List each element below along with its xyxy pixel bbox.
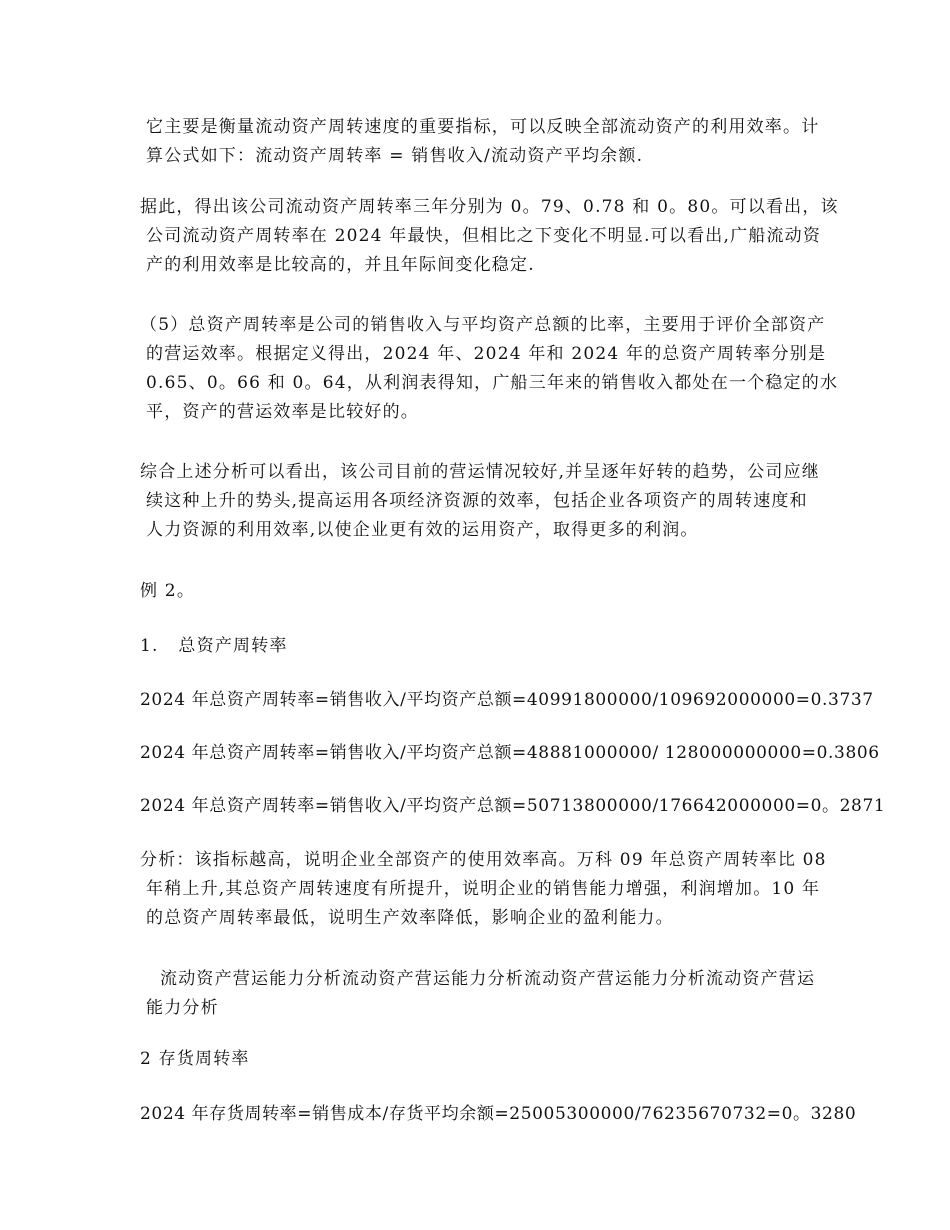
text-line: 例 2。 xyxy=(140,581,196,601)
heading-total-asset-turnover xyxy=(140,632,840,661)
text-line: 产的利用效率是比较高的，并且年际间变化稳定. xyxy=(146,255,535,275)
text-line: 公司流动资产周转率在 2024 年最快，但相比之下变化不明显.可以看出,广船流动资 xyxy=(146,226,822,246)
heading-inventory-turnover xyxy=(140,1045,840,1074)
paragraph-summary xyxy=(140,458,840,545)
text-line: 能力分析 xyxy=(146,998,219,1018)
paragraph-analysis xyxy=(140,846,840,933)
text-line: 分析：该指标越高，说明企业全部资产的使用效率高。万科 09 年总资产周转率比 08 xyxy=(140,850,827,870)
text-line: 续这种上升的势头,提高运用各项经济资源的效率，包括企业各项资产的周转速度和 xyxy=(146,491,808,511)
text-line: 的营运效率。根据定义得出，2024 年、2024 年和 2024 年的总资产周转率分别是 xyxy=(146,344,827,364)
formula-inventory xyxy=(140,1100,857,1129)
text-line: 人力资源的利用效率,以使企业更有效的运用资产，取得更多的利润。 xyxy=(146,520,699,540)
text-line: 据此，得出该公司流动资产周转率三年分别为 0。79、0.78 和 0。80。可以看出，该 xyxy=(140,197,839,217)
text-line: 年稍上升,其总资产周转速度有所提升，说明企业的销售能力增强，利润增加。10 年 xyxy=(146,879,821,899)
paragraph-total-asset-turnover-note xyxy=(140,311,840,427)
text-line: 2024 年总资产周转率=销售收入/平均资产总额=50713800000/176642000000=0。2871 xyxy=(140,796,886,816)
text-line: 它主要是衡量流动资产周转速度的重要指标，可以反映全部流动资产的利用效率。计 xyxy=(146,117,820,137)
text-line: 流动资产营运能力分析流动资产营运能力分析流动资产营运能力分析流动资产营运 xyxy=(160,969,816,989)
text-line: 2 存货周转率 xyxy=(140,1049,250,1069)
text-line: （5）总资产周转率是公司的销售收入与平均资产总额的比率，主要用于评价全部资产 xyxy=(140,315,826,335)
text-line: 0.65、0。66 和 0。64，从利润表得知，广船三年来的销售收入都处在一个稳定的水 xyxy=(146,373,839,393)
text-line: 平，资产的营运效率是比较好的。 xyxy=(146,402,419,422)
text-line: 2024 年总资产周转率=销售收入/平均资产总额=40991800000/109692000000=0.3737 xyxy=(140,690,874,710)
text-line: 算公式如下：流动资产周转率 = 销售收入/流动资产平均余额. xyxy=(146,146,644,166)
text-line: 2024 年存货周转率=销售成本/存货平均余额=25005300000/76235670732=0。3280 xyxy=(140,1104,857,1124)
paragraph-repeated-heading xyxy=(140,965,840,1023)
paragraph-example-2 xyxy=(140,577,840,606)
text-line: 1. 总资产周转率 xyxy=(140,636,288,656)
text-line: 2024 年总资产周转率=销售收入/平均资产总额=48881000000/ 128000000000=0.3806 xyxy=(140,743,880,763)
text-line: 综合上述分析可以看出，该公司目前的营运情况较好,并呈逐年好转的趋势，公司应继 xyxy=(140,462,821,482)
paragraph-current-asset-turnover-definition xyxy=(140,113,840,171)
formula-1 xyxy=(140,686,874,715)
formula-3 xyxy=(140,792,886,821)
text-line: 的总资产周转率最低，说明生产效率降低，影响企业的盈利能力。 xyxy=(146,908,674,928)
formula-2 xyxy=(140,739,880,768)
paragraph-current-asset-turnover-result xyxy=(140,193,840,280)
